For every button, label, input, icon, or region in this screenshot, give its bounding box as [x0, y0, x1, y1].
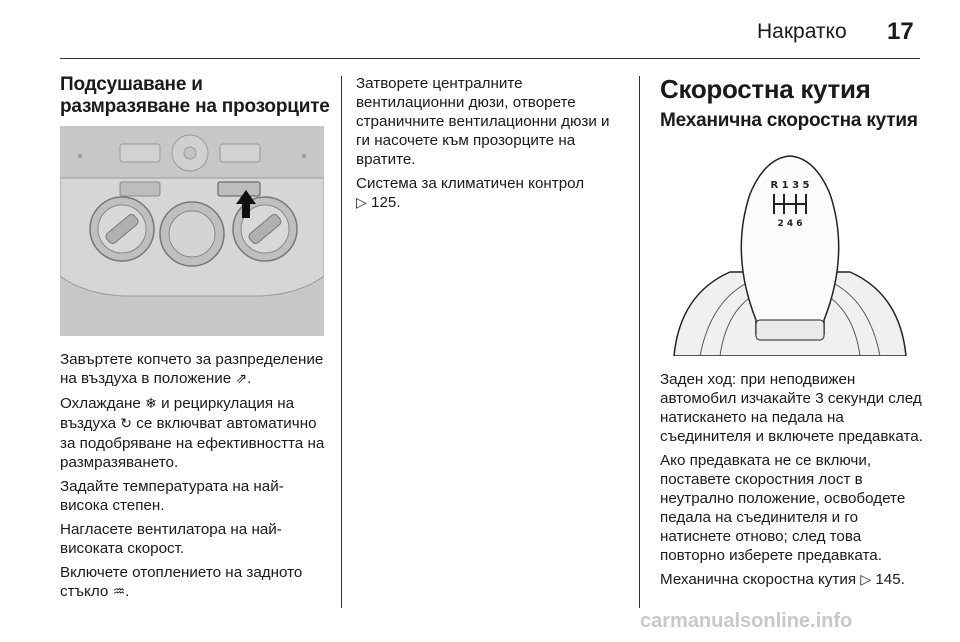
reference-arrow-icon: ▷ [356, 195, 367, 211]
knob-bottom-label: 2 4 6 [777, 219, 803, 229]
column-right [660, 74, 928, 595]
windscreen-air-icon: ⇗ [235, 371, 248, 387]
header-divider [60, 58, 920, 59]
paragraph-temperature: Задайте температурата на най-висока степен. [60, 478, 284, 514]
rear-window-heater-icon: ♒ [112, 584, 126, 600]
column-left [60, 74, 330, 607]
section-title-gearbox: Скоростна кутия [660, 74, 871, 104]
knob-top-label: R 1 3 5 [770, 180, 810, 191]
paragraph-cooling: Охлаждане ❄ и рециркулация на въздуха ↻ се включват автоматично за подобряване на ефективността на размразяването. [60, 395, 325, 471]
paragraph-fan: Нагласете вентилатора на най-високата скорост. [60, 521, 282, 557]
recirculation-icon: ↻ [120, 416, 132, 432]
subsection-title-manual: Механична скоростна кутия [660, 110, 918, 131]
column-middle [356, 74, 616, 218]
section-heading-defrost: Подсушаване и размразяване на прозорците [60, 74, 330, 117]
paragraph-neutral: Ако предавката не се включи, поставете скоростния лост в неутрално положение, освободете педала на съединителя и го натиснете отново; след това повторно изберете предавката. [660, 452, 906, 564]
paragraph-vents: Затворете централните вентилационни дюзи, отворете страничните вентилационни дюзи и ги насочете към прозорците на вратите. [356, 75, 610, 168]
watermark: carmanualsonline.info [640, 610, 853, 632]
header-title: Накратко [757, 20, 847, 43]
paragraph-manual-ref: Механична скоростна кутия ▷ 145. [660, 571, 905, 588]
page-number: 17 [887, 18, 914, 45]
page-reference-link[interactable]: 145. [875, 571, 905, 588]
climate-control-figure [60, 126, 324, 336]
gear-knob-figure [660, 144, 920, 356]
climate-control-panel-illustration [60, 126, 324, 336]
paragraph-knob: Завъртете копчето за разпределение на въздуха в положение ⇗. [60, 351, 324, 387]
page-reference-link[interactable]: 125. [371, 194, 401, 211]
column-divider-2 [639, 76, 640, 608]
reference-arrow-icon: ▷ [860, 572, 872, 588]
column-divider-1 [341, 76, 342, 608]
paragraph-reverse: Заден ход: при неподвижен автомобил изчакайте 3 секунди след натискането на педала на съединителя и включете предавката. [660, 371, 923, 445]
paragraph-rear-heater: Включете отоплението на задното стъкло ♒. [60, 564, 303, 600]
paragraph-climate-ref: Система за климатичен контрол ▷ 125. [356, 175, 585, 211]
gear-knob-illustration [660, 144, 920, 356]
snowflake-icon: ❄ [145, 396, 157, 412]
